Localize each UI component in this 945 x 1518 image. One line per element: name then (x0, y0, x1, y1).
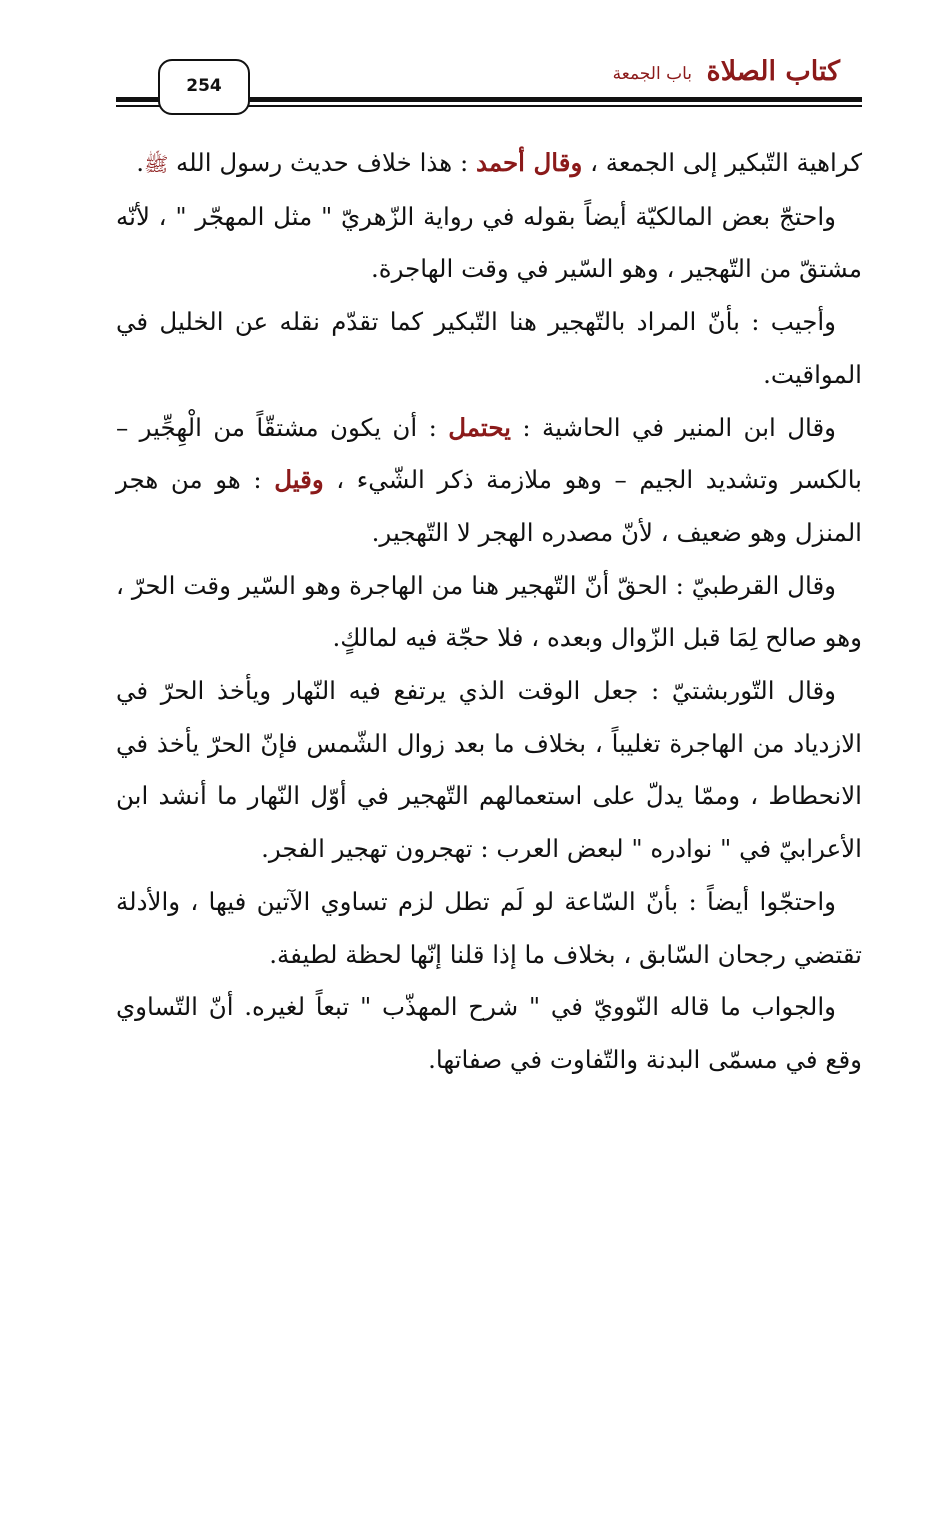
paragraph (116, 191, 862, 296)
text-run: وقال ابن المنير في الحاشية : (510, 412, 836, 442)
emphasis-term: وقيل (274, 465, 324, 495)
paragraph (116, 137, 862, 191)
text-run: وقال القرطبيّ : الحقّ أنّ التّهجير هنا من الهاجرة وهو السّير وقت الحرّ ، وهو صالح لِمَا قبل الزّوال وبعده ، فلا حجّة فيه لمالكٍ. (116, 570, 862, 653)
chapter-title: باب الجمعة (612, 64, 692, 84)
text-run: واحتجّوا أيضاً : بأنّ السّاعة لو لَم تطل لزم تساوي الآتين فيها ، والأدلة تقتضي رجحان السّابق ، بخلاف ما إذا قلنا إنّها لحظة لطيفة. (116, 886, 862, 969)
emphasis-term: يحتمل (448, 412, 511, 442)
paragraph (116, 560, 862, 665)
text-run: : هذا خلاف حديث رسول الله (168, 148, 476, 177)
paragraph (116, 876, 862, 981)
text-run: وأجيب : بأنّ المراد بالتّهجير هنا التّبكير كما تقدّم نقله عن الخليل في المواقيت. (116, 307, 862, 389)
text-run: واحتجّ بعض المالكيّة أيضاً بقوله في رواية الزّهريّ " مثل المهجّر " ، لأنّه مشتقّ من التّهجير ، وهو السّير في وقت الهاجرة. (116, 201, 862, 284)
paragraph (116, 665, 862, 876)
emphasis-term: وقال أحمد (475, 148, 583, 177)
text-run: : أن يكون مشتقّاً من الْهِجِّير – بالكسر وتشديد الجيم – وهو ملازمة ذكر الشّيء ، (116, 412, 862, 495)
text-run: وقال التّوربشتيّ : جعل الوقت الذي يرتفع فيه النّهار ويأخذ الحرّ في الازدياد من الهاجرة تغليباً ، بخلاف ما بعد زوال الشّمس فإنّ الحرّ يأخذ في الانحطاط ، وممّا يدلّ على استعمالهم التّهجير في أوّل النّهار ما أنشد ابن الأعرابيّ في " نوادره " لبعض العرب : تهجرون تهجير الفجر. (116, 676, 862, 864)
book-title: كتاب الصلاة (706, 56, 840, 87)
text-run: . (136, 148, 145, 177)
page-number: 254 (158, 59, 250, 115)
paragraph (116, 296, 862, 401)
paragraph (116, 981, 862, 1086)
paragraph (116, 402, 862, 560)
text-run: : هو من هجر المنزل وهو ضعيف ، لأنّ مصدره الهجر لا التّهجير. (116, 465, 862, 547)
page-header (116, 52, 862, 102)
salutation-glyph: ﷺ (144, 152, 169, 176)
text-run: كراهية التّبكير إلى الجمعة ، (582, 148, 862, 177)
text-run: والجواب ما قاله النّوويّ في " شرح المهذّب " تبعاً لغيره. أنّ التّساوي وقع في مسمّى البدنة والتّفاوت في صفاتها. (116, 992, 862, 1074)
body-text (116, 137, 862, 1087)
